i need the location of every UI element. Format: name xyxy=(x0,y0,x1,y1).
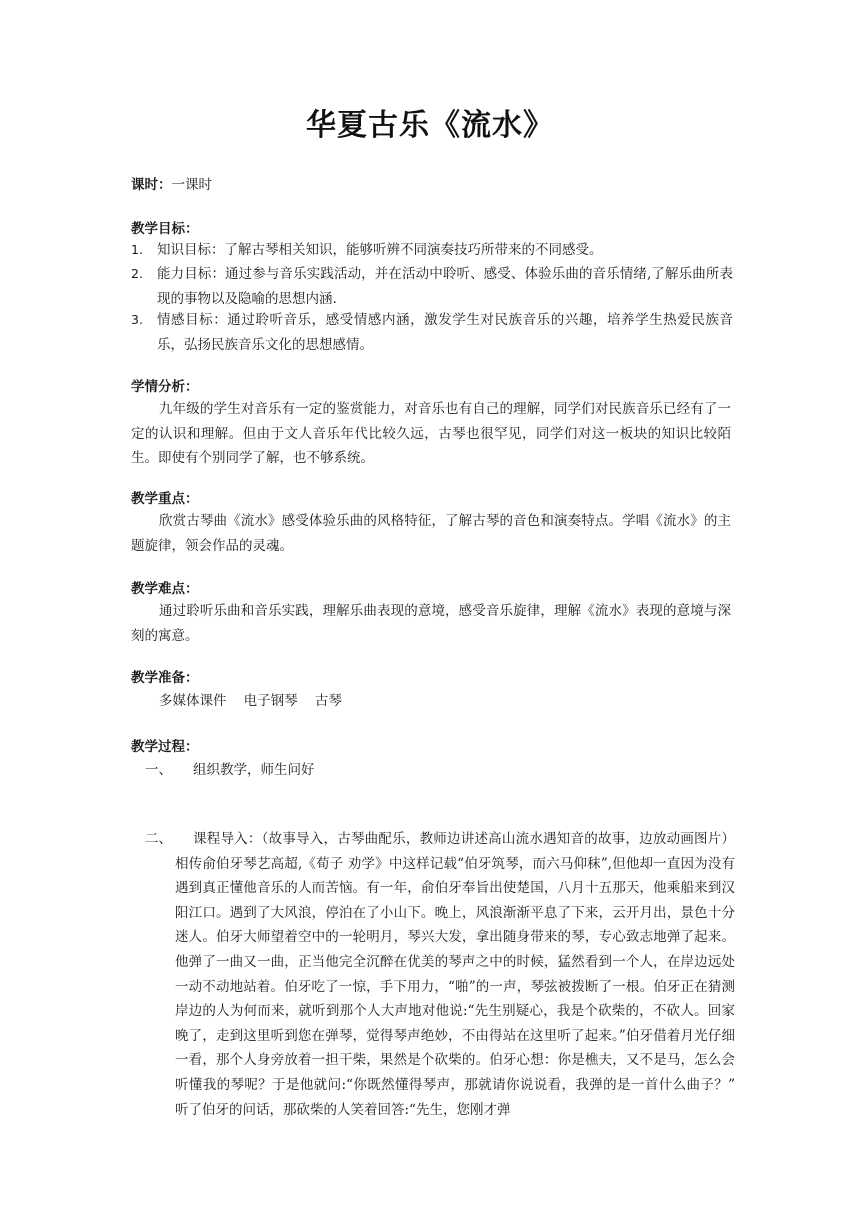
objective-number: 2. xyxy=(131,266,143,281)
objective-text: 能力目标：通过参与音乐实践活动，并在活动中聆听、感受、体验乐曲的音乐情绪,了解乐曲所表现的事物以及隐喻的思想内涵. xyxy=(157,266,733,307)
difficulties-text: 通过聆听乐曲和音乐实践，理解乐曲表现的意境，感受音乐旋律，理解《流水》表现的意境与深刻的寓意。 xyxy=(131,603,731,644)
key-points-text: 欣赏古琴曲《流水》感受体验乐曲的风格特征，了解古琴的音色和演奏特点。学唱《流水》的主题旋律，领会作品的灵魂。 xyxy=(131,513,731,554)
step-number: 二、 xyxy=(145,831,172,847)
objectives-heading: 教学目标： xyxy=(131,221,199,237)
objective-item xyxy=(131,238,733,263)
objective-text: 知识目标：了解古琴相关知识，能够听辨不同演奏技巧所带来的不同感受。 xyxy=(157,242,603,258)
objective-item xyxy=(131,262,733,311)
step-text: 组织教学，师生问好 xyxy=(193,762,315,778)
key-points-heading: 教学重点： xyxy=(131,491,199,507)
objective-number: 3. xyxy=(131,312,143,327)
objective-text: 情感目标：通过聆听音乐，感受情感内涵，激发学生对民族音乐的兴趣，培养学生热爱民族音乐，弘扬民族音乐文化的思想感情。 xyxy=(157,312,733,353)
class-hours-value: 一课时 xyxy=(171,177,212,193)
class-hours-line xyxy=(131,176,212,195)
analysis-heading: 学情分析： xyxy=(131,379,199,395)
objective-item xyxy=(131,308,733,357)
step-text: 课程导入：（故事导入，古琴曲配乐，教师边讲述高山流水遇知音的故事，边放动画图片）相传俞伯牙琴艺高超,《荀子 劝学》中这样记载“伯牙筑琴，而六马仰秣”,但他却一直因为没有遇到真正懂他音乐的人而苦恼。有一年，俞伯牙奉旨出使楚国，八月十五那天，他乘船来到汉阳江口。遇到了大风浪，停泊在了小山下。晚上，风浪渐渐平息了下来，云开月出，景色十分迷人。伯牙大师望着空中的一轮明月，琴兴大发，拿出随身带来的琴，专心致志地弹了起来。他弹了一曲又一曲，正当他完全沉醉在优美的琴声之中的时候，猛然看到一个人，在岸边远处一动不动地站着。伯牙吃了一惊，手下用力，“啪”的一声，琴弦被拨断了一根。伯牙正在猜测岸边的人为何而来，就听到那个人大声地对他说:“先生别疑心，我是个砍柴的，不砍人。回家晚了，走到这里听到您在弹琴，觉得琴声绝妙，不由得站在这里听了起来。”伯牙借着月光仔细一看，那个人身旁放着一担干柴，果然是个砍柴的。伯牙心想：你是樵夫，又不是马，怎么会听懂我的琴呢？于是他就问:“你既然懂得琴声，那就请你说说看，我弹的是一首什么曲子？” 听了伯牙的问话，那砍柴的人笑着回答:“先生，您刚才弹 xyxy=(175,831,735,1118)
difficulties-heading: 教学难点： xyxy=(131,581,199,597)
preparation-heading: 教学准备： xyxy=(131,670,199,686)
process-heading: 教学过程： xyxy=(131,739,199,755)
step-number: 一、 xyxy=(145,762,172,778)
analysis-text: 九年级的学生对音乐有一定的鉴赏能力，对音乐也有自己的理解，同学们对民族音乐已经有了一定的认识和理解。但由于文人音乐年代比较久远，古琴也很罕见，同学们对这一板块的知识比较陌生。即使有个别同学了解，也不够系统。 xyxy=(131,401,731,466)
class-hours-label: 课时： xyxy=(131,177,172,193)
document-title: 华夏古乐《流水》 xyxy=(306,108,554,143)
objective-number: 1. xyxy=(131,242,143,257)
preparation-text: 多媒体课件 电子钢琴 古琴 xyxy=(159,693,342,709)
